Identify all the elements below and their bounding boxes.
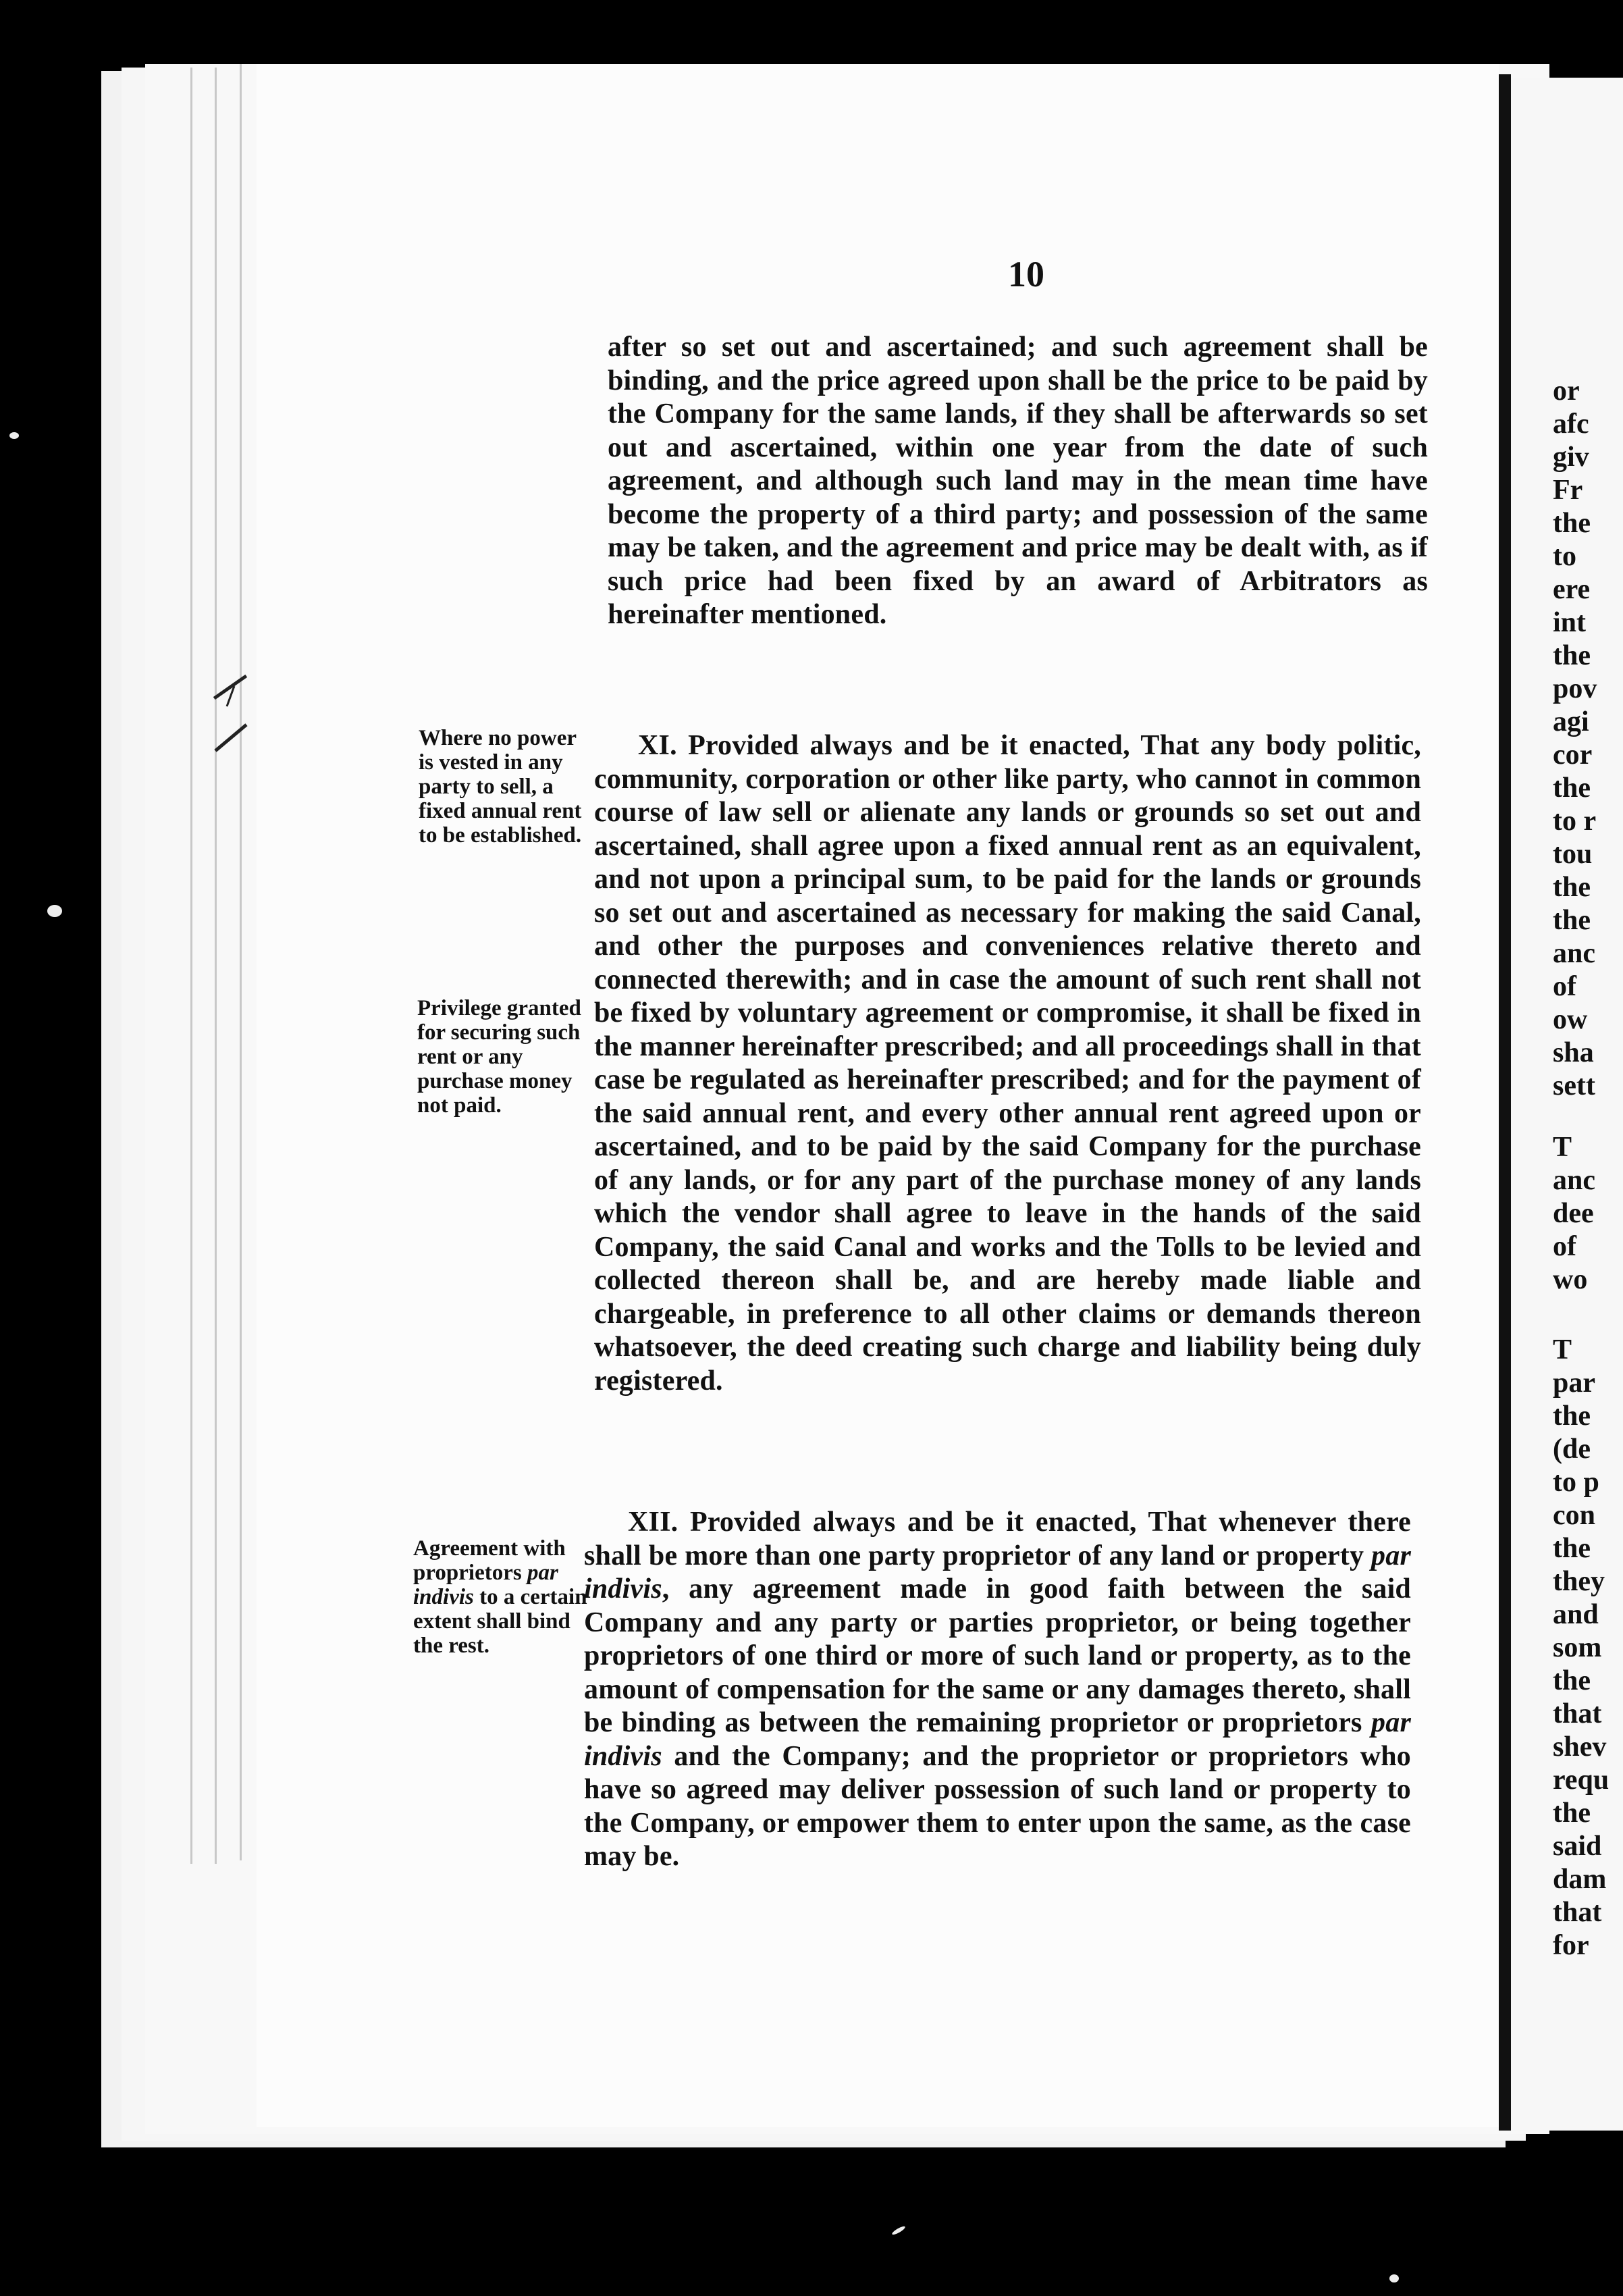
margin-note-agreement	[413, 1536, 589, 1658]
facing-line: to p	[1553, 1467, 1599, 1498]
facing-line: anc	[1553, 938, 1595, 969]
section-xii-part: and the Company; and the proprietor or proprietors who have so agreed may deliver possession of such land or property to the Company, or empower them to enter upon the same, as the case may be.	[584, 1740, 1411, 1872]
section-xii-italic: par indivis	[584, 1540, 1411, 1604]
facing-line: cor	[1553, 739, 1593, 771]
facing-line: the	[1553, 508, 1591, 539]
note-italic: par indivis	[413, 1561, 558, 1609]
facing-line: and	[1553, 1599, 1599, 1630]
facing-line: con	[1553, 1500, 1595, 1531]
page-edge-line	[215, 68, 217, 1864]
facing-page	[1511, 78, 1623, 2131]
facing-line: to	[1553, 541, 1576, 572]
scan-speck	[1389, 2274, 1399, 2282]
book-gutter	[1499, 74, 1511, 2131]
facing-line: the	[1553, 1401, 1591, 1432]
facing-line: the	[1553, 773, 1591, 804]
facing-line: the	[1553, 1665, 1591, 1696]
section-xii-part: XII. Provided always and be it enacted, That whenever there shall be more than one party proprietor of any land or property	[584, 1507, 1411, 1571]
margin-note-fixed-rent: Where no power is vested in any party to sell, a fixed annual rent to be established.	[419, 726, 582, 847]
facing-line: som	[1553, 1632, 1602, 1663]
facing-line: of	[1553, 1231, 1576, 1262]
facing-line: ow	[1553, 1004, 1588, 1035]
facing-line: sett	[1553, 1070, 1595, 1101]
facing-line: for	[1553, 1930, 1589, 1961]
facing-line: (de	[1553, 1434, 1591, 1465]
section-xi	[594, 729, 1421, 1398]
paragraph-text: after so set out and ascertained; and such agreement shall be binding, and the price agreed upon shall be the price to be paid by the Company for the same lands, if they shall be afterwards so set out and ascertained, within one year from the date of such agreement, and although such land may in the mean time have become the property of a third party; and possession of the same may be taken, and the agreement and price may be dealt with, as if such price had been fixed by an award of Arbitrators as hereinafter mentioned.	[608, 332, 1428, 630]
margin-note-privilege: Privilege granted for securing such rent or any purchase money not paid.	[417, 996, 581, 1118]
facing-line: they	[1553, 1566, 1605, 1597]
facing-line: ere	[1553, 574, 1591, 605]
facing-line: of	[1553, 971, 1576, 1002]
facing-line: anc	[1553, 1165, 1595, 1196]
facing-line: wo	[1553, 1264, 1588, 1295]
facing-line: giv	[1553, 442, 1589, 473]
facing-line: said	[1553, 1831, 1602, 1862]
facing-line: that	[1553, 1698, 1602, 1729]
section-xii-part: , any agreement made in good faith between the said Company and any party or parties proprietor, or being together proprietors of one third or more of such land or property, as to the amount of compensation for the same or any damages thereto, shall be binding as between the remaining proprietor or proprietors	[584, 1573, 1411, 1738]
facing-line: sha	[1553, 1037, 1594, 1068]
section-xii	[584, 1506, 1411, 1874]
facing-line: that	[1553, 1897, 1602, 1928]
facing-line: dam	[1553, 1864, 1607, 1895]
facing-line: to r	[1553, 806, 1597, 837]
facing-line: shev	[1553, 1731, 1607, 1763]
facing-line: pov	[1553, 673, 1597, 704]
section-xi-text: XI. Provided always and be it enacted, That any body politic, community, corporation or other like party, who cannot in common course of law sell or alienate any lands or grounds so set out and ascertained, shall agree upon a fixed annual rent as an equivalent, and not upon a principal sum, to be paid for the lands or grounds so set out and ascertained as necessary for making the said Canal, and other the purposes and conveniences relative thereto and connected therewith; and in case the amount of such rent shall not be fixed by voluntary agreement or compromise, it shall be fixed in the manner hereinafter prescribed; and all proceedings shall in that case be regulated as hereinafter prescribed; and for the payment of the said annual rent, and every other annual rent agreed upon or ascertained, and to be paid by the said Company for the purchase of any lands, or for any part of the purchase money of any lands which the vendor shall agree to leave in the hands of the said Company, the said Canal and works and the Tolls to be levied and collected thereon shall be, and are hereby made liable and chargeable, in preference to all other claims or demands thereon whatsoever, the deed creating such charge and liability being duly registered.	[594, 730, 1421, 1397]
note-text: Agreement with proprietors	[413, 1536, 566, 1585]
section-xii-italic: par indivis	[584, 1707, 1411, 1772]
facing-line: tou	[1553, 839, 1593, 870]
facing-line: the	[1553, 1798, 1591, 1829]
facing-line: the	[1553, 640, 1591, 671]
facing-line: afc	[1553, 409, 1589, 440]
facing-line: int	[1553, 607, 1587, 638]
page-edge-line	[190, 68, 192, 1864]
note-text: to a certain extent shall bind the rest.	[413, 1585, 587, 1658]
facing-line: the	[1553, 1533, 1591, 1564]
facing-line: the	[1553, 872, 1591, 903]
facing-line: dee	[1553, 1198, 1594, 1229]
facing-line: T	[1553, 1132, 1572, 1163]
page-number: 10	[1008, 254, 1044, 294]
facing-line: Fr	[1553, 475, 1583, 506]
section-xii-text	[584, 1506, 1411, 1874]
facing-line: the	[1553, 905, 1591, 936]
facing-line: requ	[1553, 1765, 1609, 1796]
facing-line: T	[1553, 1334, 1572, 1365]
facing-line: par	[1553, 1367, 1595, 1399]
facing-line: or	[1553, 375, 1580, 407]
continuation-paragraph	[608, 331, 1428, 632]
page-edge-line	[240, 64, 242, 1860]
scan-speck	[47, 905, 62, 917]
scan-speck	[9, 432, 19, 439]
facing-line: agi	[1553, 706, 1589, 737]
